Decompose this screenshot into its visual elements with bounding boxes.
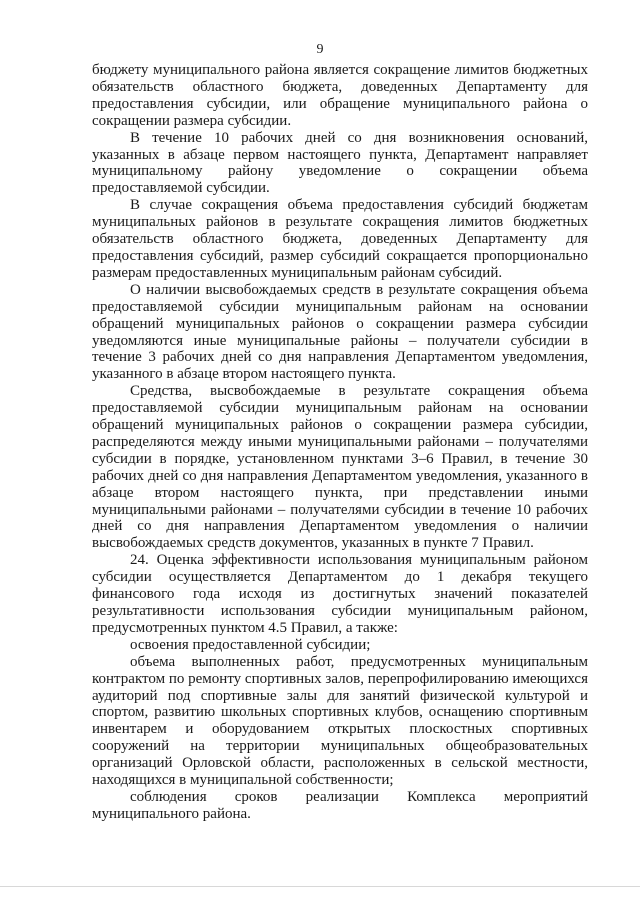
paragraph-proportional-reduction: В случае сокращения объема предоставления субсидий бюджетам муниципальных районов в результате сокращения лимитов бюджетных обязательств областного бюджета, доведенных Департаменту для предоставления субсидий, размер субсидий сокращается пропорционально размерам предоставленных муниципальным районам субсидий. [92, 197, 588, 281]
paragraph-works-volume: объема выполненных работ, предусмотренных муниципальным контрактом по ремонту спортивных залов, перепрофилированию имеющихся аудиторий под спортивные залы для занятий физической культурой и спортом, развитию школьных спортивных клубов, оснащению спортивным инвентарем и оборудованием открытых плоскостных спортивных сооружений на территории муниципальных общеобразовательных организаций Орловской области, расположенных в сельской местности, находящихся в муниципальной собственности; [92, 653, 588, 789]
paragraph-item-24-efficiency: 24. Оценка эффективности использования муниципальным районом субсидии осуществляется Департаментом до 1 декабря текущего финансового года исходя из достигнутых значений показателей результативности использования субсидии муниципальным районом, предусмотренных пунктом 4.5 Правил, а также: [92, 552, 588, 636]
document-body [92, 62, 588, 823]
paragraph-released-funds-distribution: Средства, высвобождаемые в результате сокращения объема предоставляемой субсидии муниципальным районам на основании обращений муниципальных районов о сокращении размера субсидии, распределяются между иными муниципальными районами – получателями субсидии в порядке, установленном пунктами 3–6 Правил, в течение 30 рабочих дней со дня направления Департаментом уведомления, указанного в абзаце втором настоящего пункта, при представлении иными муниципальными районами – получателями субсидии в течение 10 рабочих дней со дня направления Департаментом уведомления о наличии высвобождаемых средств документов, указанных в пункте 7 Правил. [92, 383, 588, 552]
paragraph-notification-deadline: В течение 10 рабочих дней со дня возникновения оснований, указанных в абзаце первом настоящего пункта, Департамент направляет муниципальному району уведомление о сокращении объема предоставляемой субсидии. [92, 129, 588, 197]
paragraph-subsidy-use: освоения предоставленной субсидии; [130, 636, 371, 653]
scan-bottom-edge [0, 886, 640, 887]
paragraph-released-funds-notice: О наличии высвобождаемых средств в результате сокращения объема предоставляемой субсидии муниципальным районам на основании обращений муниципальных районов о сокращении размера субсидии уведомляются иные муниципальные районы – получатели субсидии в течение 3 рабочих дней со дня направления Департаментом уведомления, указанного в абзаце втором настоящего пункта. [92, 281, 588, 383]
paragraph-continuation: бюджету муниципального района является сокращение лимитов бюджетных обязательств областного бюджета, доведенных Департаменту для предоставления субсидии, или обращение муниципального района о сокращении размера субсидии. [92, 62, 588, 129]
page-number: 9 [316, 42, 324, 57]
paragraph-deadlines-compliance: соблюдения сроков реализации Комплекса мероприятий муниципального района. [92, 788, 588, 822]
